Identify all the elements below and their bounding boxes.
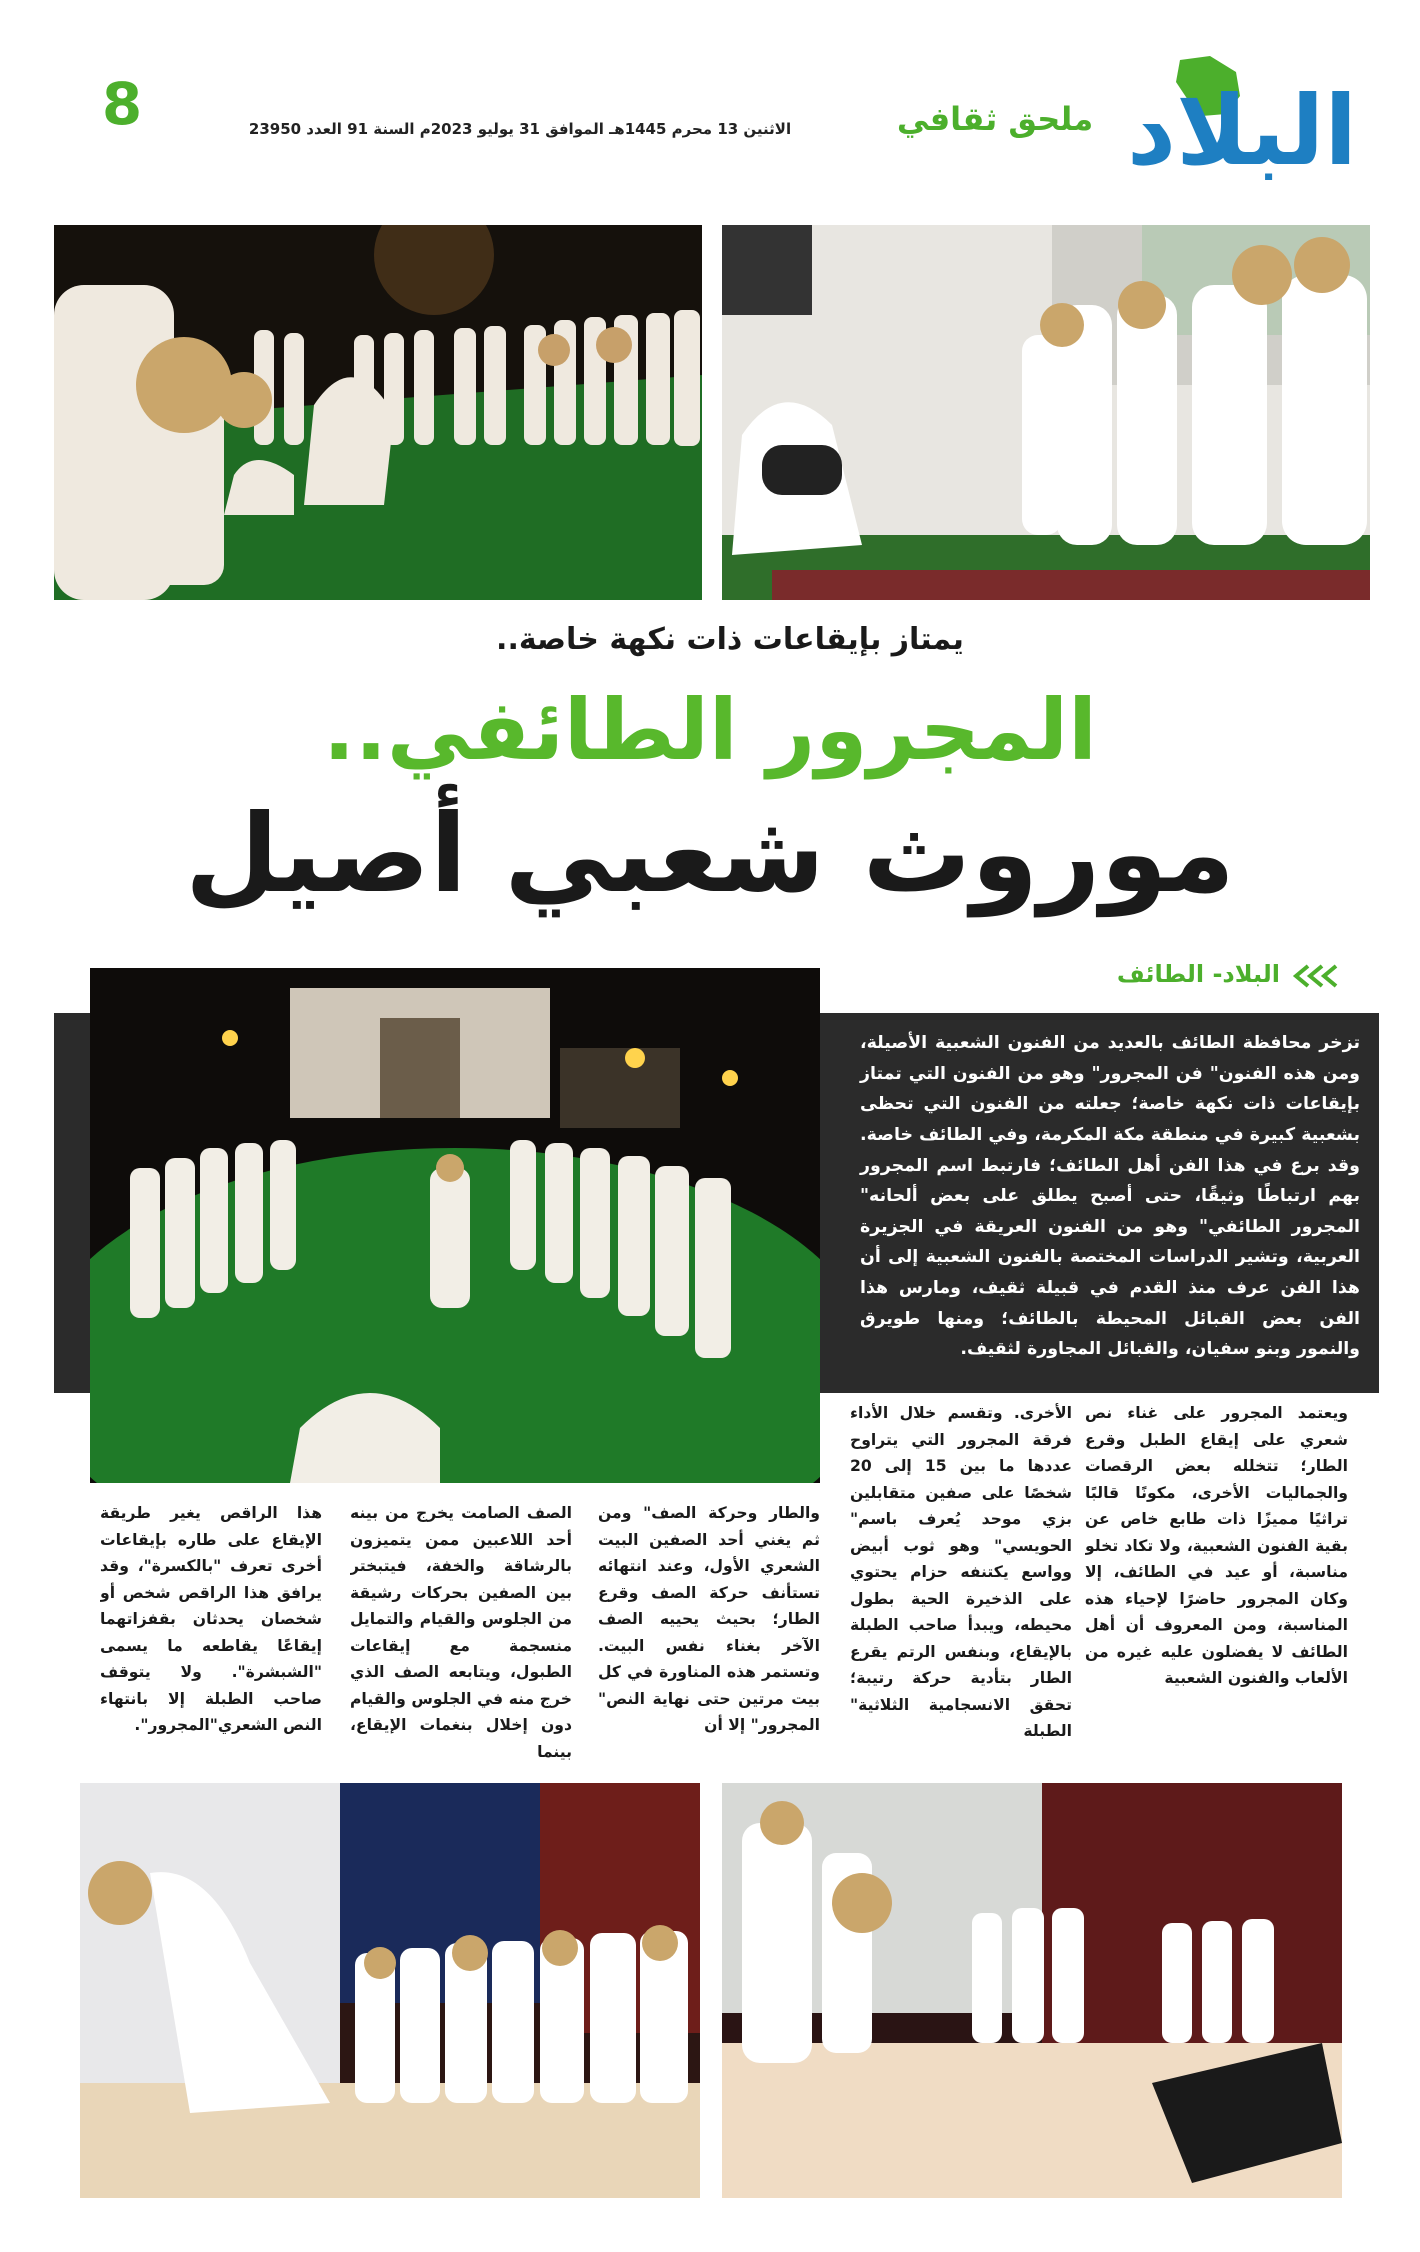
supplement-label: ملحق ثقافي [896, 100, 1094, 138]
headline-black: موروث شعبي أصيل [185, 792, 1235, 917]
page-number: 8 [101, 70, 143, 138]
article-kicker: يمتاز بإيقاعات ذات نكهة خاصة.. [496, 622, 964, 657]
photo-night-circle [54, 225, 702, 600]
body-column-5: هذا الراقص يغير طريقة الإيقاع على طاره بإيقاعات أخرى تعرف "بالكسرة"، وقد يرافق هذا الراقص شخص أو شخصان يحدثان بقفزاتهما إيقاعًا يقاطعه ما يسمى "الشبشرة". ولا يتوقف صاحب الطبلة إلا بانتهاء النص الشعري"المجرور". [100, 1504, 322, 1734]
body-column-2: الأخرى. وتقسم خلال الأداء فرقة المجرور التي يتراوح عددها ما بين 15 إلى 20 شخصًا على صفين متقابلين بزي موحد يُعرف باسم" الحويسي" وهو ثوب أبيض وواسع يكتنفه حزام يحتوي على الذخيرة الحية بطول محيطه، ويبدأ صاحب الطبلة بالإيقاع، وبنفس الرتم يقرع الطار بتأدية حركة رتيبة؛ تحقق الانسجامية الثلاثية" الطبلة [850, 1404, 1072, 1740]
photo-stage-petals [722, 1783, 1342, 2198]
body-column-1: ويعتمد المجرور على غناء نص شعري على إيقاع الطبل وقرع الطار؛ تتخلله بعض الرقصات والجماليات الأخرى، مكونًا قالبًا تراثيًا مميزًا ذات طابع خاص عن بقية الفنون الشعبية، ولا تكاد تخلو مناسبة، أو عيد في الطائف، إلا وكان المجرور حاضرًا لإحياء هذه المناسبة، ومن المعروف أن أهل الطائف لا يفضلون عليه غيره من الألعاب والفنون الشعبية [1085, 1404, 1348, 1687]
body-column-3: والطار وحركة الصف" ومن ثم يغني أحد الصفين البيت الشعري الأول، وعند انتهائه تستأنف حركة الصف وقرع الطار؛ بحيث يحييه الصف الآخر بغناء نفس البيت. وتستمر هذه المناورة في كل بيت مرتين حتى نهاية النص" المجرور" إلا أن [598, 1504, 820, 1734]
newspaper-logo [1118, 52, 1366, 180]
lead-paragraph: تزخر محافظة الطائف بالعديد من الفنون الشعبية الأصيلة، ومن هذه الفنون" فن المجرور" وهو من الفنون التي تمتاز بإيقاعات ذات نكهة خاصة؛ جعلته من الفنون التي تحظى بشعبية كبيرة في منطقة مكة المكرمة، وفي الطائف خاصة. وقد برع في هذا الفن أهل الطائف؛ فارتبط اسم المجرور بهم ارتباطًا وثيقًا، حتى أصبح يطلق على بعض ألحانه" المجرور الطائفي" وهو من الفنون العريقة في الجزيرة العربية، وتشير الدراسات المختصة بالفنون الشعبية إلى أن هذا الفن عرف منذ القدم في قبيلة ثقيف، ومارس هذا الفن بعض القبائل المحيطة بالطائف؛ ومنها طويرق والنمور وبنو سفيان، والقبائل المجاورة لثقيف. [860, 1033, 1360, 1360]
photo-main-circle [90, 968, 820, 1483]
body-column-4: الصف الصامت يخرج من بينه أحد اللاعبين ممن يتميزون بالرشاقة والخفة، فيتبختر بين الصفين بحركات رشيقة من الجلوس والقيام والتمايل منسجمة مع إيقاعات الطبول، ويتابعه الصف الذي خرج منه في الجلوس والقيام دون إخلال بنغمات الإيقاع، بينما [350, 1504, 572, 1761]
headline-green: المجرور الطائفي.. [323, 681, 1097, 779]
photo-stage-drummer [722, 225, 1370, 600]
date-line: الاثنين 13 محرم 1445هـ الموافق 31 يوليو 2023م السنة 91 العدد 23950 [248, 120, 792, 138]
photo-stage-dancer [80, 1783, 700, 2198]
byline: البلاد- الطائف [1116, 960, 1280, 988]
logo-text: البلاد [1126, 75, 1358, 180]
chevrons-icon [1290, 962, 1346, 990]
